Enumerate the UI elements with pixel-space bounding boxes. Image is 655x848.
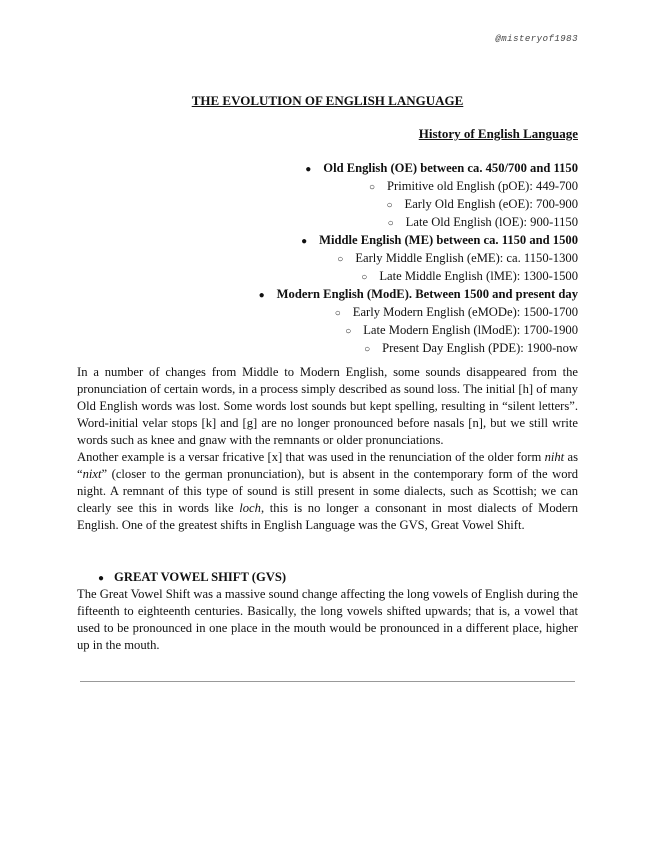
horizontal-rule — [80, 681, 575, 682]
hollow-bullet-icon: ○ — [368, 182, 375, 193]
outline-item-text: Late Old English (lOE): 900-1150 — [405, 215, 578, 229]
paragraph-text: , this is no longer a consonant in most dialects of Modern English. One of the greatest shifts in English Language was the GVS, Great Vowel Shift. — [77, 501, 578, 532]
outline-item — [259, 304, 578, 322]
author-handle: @misteryof1983 — [495, 34, 578, 44]
hollow-bullet-icon: ○ — [364, 344, 371, 355]
outline-item — [259, 340, 578, 358]
outline-item-text: Late Middle English (lME): 1300-1500 — [379, 269, 578, 283]
outline-item-text: Early Modern English (eMODe): 1500-1700 — [352, 305, 578, 319]
outline-item — [259, 196, 578, 214]
filled-bullet-icon: ● — [305, 164, 312, 175]
outline-item — [259, 250, 578, 268]
outline-item-text: Modern English (ModE). Between 1500 and present day — [276, 287, 578, 301]
sound-loss-paragraph — [77, 364, 578, 534]
outline-item-text: Middle English (ME) between ca. 1150 and 1500 — [319, 233, 578, 247]
hollow-bullet-icon: ○ — [337, 254, 344, 265]
hollow-bullet-icon: ○ — [361, 272, 368, 283]
italic-word: nixt — [82, 467, 102, 481]
paragraph-text: as “ — [77, 450, 578, 481]
outline-item-text: Early Middle English (eME): ca. 1150-1300 — [355, 251, 578, 265]
paragraph-text: ” (closer to the german pronunciation), but is absent in the contemporary form of the word night. A remnant of this type of sound is still present in some dialects, such as Scottish; we can clearly see this in words like — [77, 467, 578, 515]
bullet-icon: ● — [98, 573, 105, 584]
hollow-bullet-icon: ○ — [334, 308, 341, 319]
outline-item-text: Primitive old English (pOE): 449-700 — [387, 179, 578, 193]
document-title: THE EVOLUTION OF ENGLISH LANGUAGE — [191, 93, 464, 108]
italic-word: loch — [239, 501, 261, 515]
paragraph-text: Another example is a versar fricative [x] that was used in the renunciation of the older form — [77, 450, 545, 464]
outline-item — [259, 214, 578, 232]
hollow-bullet-icon: ○ — [387, 218, 394, 229]
italic-word: niht — [544, 450, 565, 464]
filled-bullet-icon: ● — [258, 290, 265, 301]
gvs-heading-text: GREAT VOWEL SHIFT (GVS) — [114, 570, 287, 584]
outline-item-text: Old English (OE) between ca. 450/700 and 1150 — [323, 161, 578, 175]
outline-item — [259, 322, 578, 340]
outline-item — [259, 286, 578, 304]
section-subtitle: History of English Language — [418, 126, 578, 141]
hollow-bullet-icon: ○ — [386, 200, 393, 211]
hollow-bullet-icon: ○ — [345, 326, 352, 337]
outline-item-text: Present Day English (PDE): 1900-now — [382, 341, 578, 355]
gvs-paragraph: The Great Vowel Shift was a massive sound change affecting the long vowels of English during the fifteenth to eighteenth centuries. Basically, the long vowels shifted upwards; that is, a vowel that used to be pronounced in one place in the mouth would be pronounced in a different place, higher up in the mouth. — [77, 587, 578, 652]
period-outline — [259, 160, 578, 358]
filled-bullet-icon: ● — [301, 236, 308, 247]
outline-item — [259, 178, 578, 196]
outline-item-text: Early Old English (eOE): 700-900 — [404, 197, 578, 211]
paragraph-text: In a number of changes from Middle to Modern English, some sounds disappeared from the pronunciation of certain words, in a process simply described as sound loss. The initial [h] of many Old English words was lost. Some words lost sounds but kept spelling, resulting in “silent letters”. Word-initial velar stops [k] and [g] are no longer pronounced before nasals [n], but we still write words such as knee and gnaw with the remnants or older pronunciations. — [77, 365, 578, 447]
outline-item — [259, 232, 578, 250]
outline-item-text: Late Modern English (lModE): 1700-1900 — [363, 323, 578, 337]
outline-item — [259, 268, 578, 286]
outline-item — [259, 160, 578, 178]
gvs-heading — [98, 569, 286, 587]
